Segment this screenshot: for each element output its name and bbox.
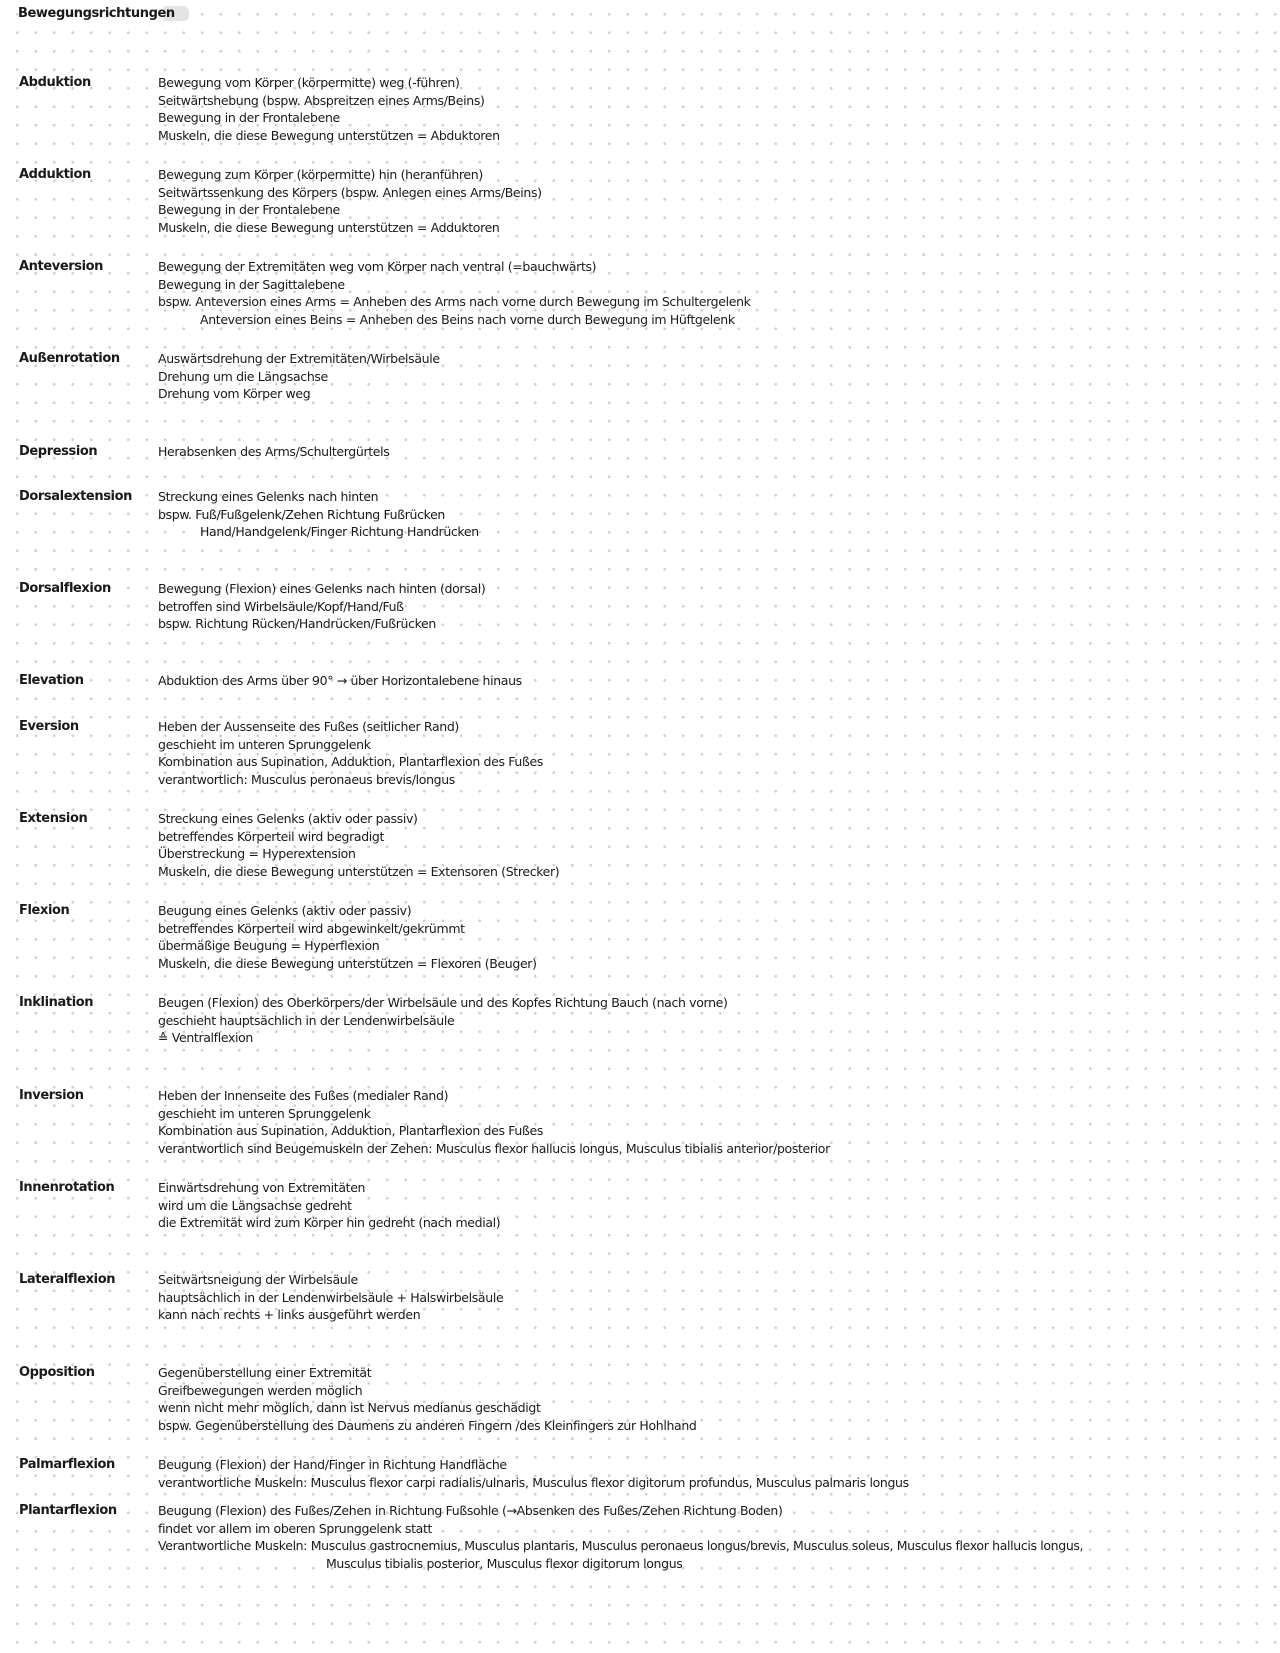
definition-line: Beugung (Flexion) des Fußes/Zehen in Richtung Fußsohle (→Absenken des Fußes/Zehen Richtung Boden) — [158, 1503, 783, 1518]
definition-line: Bewegung in der Frontalebene — [158, 202, 340, 217]
definition-opposition — [158, 1364, 697, 1434]
term-innenrotation: Innenrotation — [19, 1180, 115, 1195]
term-extension: Extension — [19, 811, 88, 826]
definition-line: bspw. Anteversion eines Arms = Anheben des Arms nach vorne durch Bewegung im Schultergelenk — [158, 294, 751, 309]
definition-line: geschieht hauptsächlich in der Lendenwirbelsäule — [158, 1012, 455, 1028]
definition-line: Bewegung in der Sagittalebene — [158, 276, 345, 292]
definition-line: betreffendes Körperteil wird begradigt — [158, 828, 385, 844]
definition-line: verantwortlich sind Beugemuskeln der Zehen: Musculus flexor hallucis longus, Musculus tibialis anterior/posterior — [158, 1140, 830, 1156]
term-depression: Depression — [19, 444, 98, 459]
definition-line: Heben der Innenseite des Fußes (medialer Rand) — [158, 1088, 449, 1103]
definition-line: Streckung eines Gelenks (aktiv oder passiv) — [158, 811, 418, 826]
definition-line: Seitwärtshebung (bspw. Abspreitzen eines Arms/Beins) — [158, 92, 485, 108]
definition-line: findet vor allem im oberen Sprunggelenk statt — [158, 1520, 433, 1536]
definition-line: hauptsächlich in der Lendenwirbelsäule + Halswirbelsäule — [158, 1289, 504, 1305]
definition-dorsalflexion — [158, 580, 485, 633]
term-dorsalflexion: Dorsalflexion — [19, 581, 111, 596]
definition-anteversion — [158, 258, 751, 328]
term-abduktion: Abduktion — [19, 75, 91, 90]
definition-line: Überstreckung = Hyperextension — [158, 846, 356, 861]
definition-line: Muskeln, die diese Bewegung unterstützen = Flexoren (Beuger) — [158, 955, 537, 971]
definition-line: Hand/Handgelenk/Finger Richtung Handrücken — [200, 524, 479, 539]
term-inklination: Inklination — [19, 995, 94, 1010]
definition-plantarflexion — [158, 1502, 1083, 1572]
definition-line: die Extremität wird zum Körper hin gedreht (nach medial) — [158, 1215, 501, 1230]
definition-line: betroffen sind Wirbelsäule/Kopf/Hand/Fuß — [158, 598, 404, 614]
definition-line: Herabsenken des Arms/Schultergürtels — [158, 444, 390, 459]
term-elevation: Elevation — [19, 673, 84, 688]
definition-line: bspw. Richtung Rücken/Handrücken/Fußrücken — [158, 616, 436, 631]
term-lateralflexion: Lateralflexion — [19, 1272, 116, 1287]
definition-line: Heben der Aussenseite des Fußes (seitlicher Rand) — [158, 719, 459, 734]
definition-line: wenn nicht mehr möglich, dann ist Nervus medianus geschädigt — [158, 1400, 541, 1415]
definition-line: Einwärtsdrehung von Extremitäten — [158, 1180, 366, 1195]
definition-line: Anteversion eines Beins = Anheben des Beins nach vorne durch Bewegung im Hüftgelenk — [200, 311, 735, 327]
definition-line: übermäßige Beugung = Hyperflexion — [158, 938, 380, 953]
definition-line: Drehung um die Längsachse — [158, 368, 328, 384]
definition-line: Kombination aus Supination, Adduktion, Plantarflexion des Fußes — [158, 1123, 543, 1138]
definition-line: wird um die Längsachse gedreht — [158, 1197, 352, 1213]
definition-line: Muskeln, die diese Bewegung unterstützen = Adduktoren — [158, 219, 500, 235]
definition-line: Beugung eines Gelenks (aktiv oder passiv) — [158, 903, 412, 918]
definition-line: Bewegung in der Frontalebene — [158, 110, 340, 125]
definition-inversion — [158, 1087, 830, 1157]
definition-line: Muskeln, die diese Bewegung unterstützen = Abduktoren — [158, 127, 500, 143]
term-anteversion: Anteversion — [19, 259, 104, 274]
definition-line: geschieht im unteren Sprunggelenk — [158, 1105, 371, 1121]
term-palmarflexion: Palmarflexion — [19, 1457, 115, 1472]
term-inversion: Inversion — [19, 1088, 84, 1103]
definition-line: Drehung vom Körper weg — [158, 386, 311, 401]
definition-line: Verantwortliche Muskeln: Musculus gastrocnemius, Musculus plantaris, Musculus peronaeus longus/brevis, Musculus soleus, Musculus flexor hallucis longus, — [158, 1538, 1084, 1553]
definition-line: Bewegung der Extremitäten weg vom Körper nach ventral (=bauchwärts) — [158, 259, 597, 274]
definition-line: kann nach rechts + links ausgeführt werden — [158, 1307, 421, 1322]
definition-line: Seitwärtsneigung der Wirbelsäule — [158, 1272, 358, 1287]
definition-flexion — [158, 902, 537, 972]
definition-adduktion — [158, 166, 542, 236]
definition-line: Seitwärtssenkung des Körpers (bspw. Anlegen eines Arms/Beins) — [158, 184, 542, 200]
definition-line: Musculus tibialis posterior, Musculus flexor digitorum longus — [326, 1555, 683, 1571]
definition-depression — [158, 443, 389, 461]
definition-line: Gegenüberstellung einer Extremität — [158, 1365, 372, 1380]
definition-line: ≙ Ventralflexion — [158, 1030, 253, 1045]
term-dorsalextension: Dorsalextension — [19, 489, 132, 504]
definition-abduktion — [158, 74, 500, 144]
definition-line: betreffendes Körperteil wird abgewinkelt/gekrümmt — [158, 920, 465, 936]
term-plantarflexion: Plantarflexion — [19, 1503, 117, 1518]
definition-dorsalextension — [158, 488, 479, 541]
definition-eversion — [158, 718, 543, 788]
term-flexion: Flexion — [19, 903, 70, 918]
definition-line: bspw. Fuß/Fußgelenk/Zehen Richtung Fußrücken — [158, 506, 445, 522]
definition-inklination — [158, 994, 728, 1047]
definition-line: Bewegung (Flexion) eines Gelenks nach hinten (dorsal) — [158, 581, 486, 596]
definition-line: Beugung (Flexion) der Hand/Finger in Richtung Handfläche — [158, 1457, 507, 1472]
definition-line: Kombination aus Supination, Adduktion, Plantarflexion des Fußes — [158, 754, 543, 769]
definition-innenrotation — [158, 1179, 500, 1232]
term-opposition: Opposition — [19, 1365, 95, 1380]
definition-line: Auswärtsdrehung der Extremitäten/Wirbelsäule — [158, 351, 440, 366]
definition-line: verantwortlich: Musculus peronaeus brevis/longus — [158, 771, 455, 787]
definition-line: bspw. Gegenüberstellung des Daumens zu anderen Fingern /des Kleinfingers zur Hohlhand — [158, 1417, 697, 1433]
definition-aussenrotation — [158, 350, 440, 403]
definition-line: Muskeln, die diese Bewegung unterstützen = Extensoren (Strecker) — [158, 863, 560, 879]
definition-line: Bewegung vom Körper (körpermitte) weg (-führen) — [158, 75, 460, 90]
definition-line: Bewegung zum Körper (körpermitte) hin (heranführen) — [158, 167, 483, 182]
definition-lateralflexion — [158, 1271, 503, 1324]
definition-line: Streckung eines Gelenks nach hinten — [158, 489, 379, 504]
definition-palmarflexion — [158, 1456, 909, 1491]
page-title: Bewegungsrichtungen — [18, 6, 189, 21]
definition-line: verantwortliche Muskeln: Musculus flexor carpi radialis/ulnaris, Musculus flexor digitorum profundus, Musculus palmaris longus — [158, 1474, 909, 1490]
term-adduktion: Adduktion — [19, 167, 91, 182]
definition-line: Beugen (Flexion) des Oberkörpers/der Wirbelsäule und des Kopfes Richtung Bauch (nach vorne) — [158, 995, 728, 1010]
term-aussenrotation: Außenrotation — [19, 351, 120, 366]
definition-line: Greifbewegungen werden möglich — [158, 1382, 363, 1398]
definition-line: Abduktion des Arms über 90° → über Horizontalebene hinaus — [158, 673, 522, 688]
definition-elevation — [158, 672, 522, 690]
definition-line: geschieht im unteren Sprunggelenk — [158, 736, 371, 752]
term-eversion: Eversion — [19, 719, 79, 734]
definition-extension — [158, 810, 559, 880]
